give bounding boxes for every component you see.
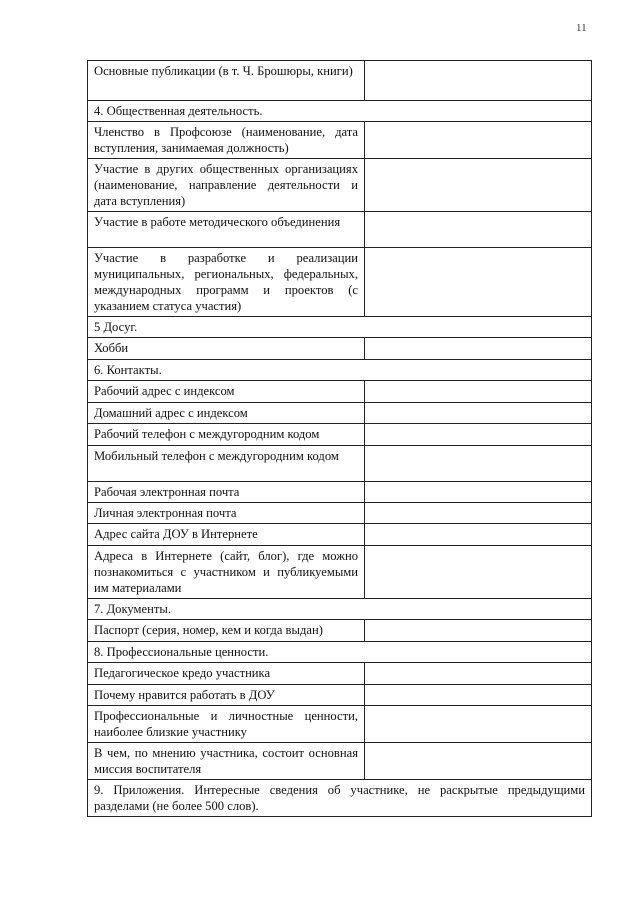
field-label: Личная электронная почта xyxy=(88,503,365,524)
section-heading: 6. Контакты. xyxy=(88,360,592,381)
field-label: Участие в разработке и реализации муниципальных, региональных, федеральных, международных программ и проектов (с указанием статуса участия) xyxy=(88,248,365,317)
section-row xyxy=(88,642,592,663)
field-value-cell[interactable] xyxy=(365,424,592,446)
field-value-cell[interactable] xyxy=(365,620,592,642)
field-label: Почему нравится работать в ДОУ xyxy=(88,685,365,706)
field-value-cell[interactable] xyxy=(365,482,592,503)
field-row xyxy=(88,122,592,159)
field-row xyxy=(88,706,592,743)
section-row xyxy=(88,599,592,620)
field-row xyxy=(88,685,592,706)
section-heading: 5 Досуг. xyxy=(88,317,592,338)
field-label: Педагогическое кредо участника xyxy=(88,663,365,685)
field-value-cell[interactable] xyxy=(365,546,592,599)
field-row xyxy=(88,524,592,546)
field-label: Членство в Профсоюзе (наименование, дата вступления, занимаемая должность) xyxy=(88,122,365,159)
field-row xyxy=(88,446,592,482)
field-row xyxy=(88,424,592,446)
section-heading: 8. Профессиональные ценности. xyxy=(88,642,592,663)
section-heading: 9. Приложения. Интересные сведения об участнике, не раскрытые предыдущими разделами (не более 500 слов). xyxy=(88,780,592,817)
field-label: Мобильный телефон с междугородним кодом xyxy=(88,446,365,482)
field-value-cell[interactable] xyxy=(365,381,592,403)
field-row xyxy=(88,743,592,780)
field-label: Рабочий адрес с индексом xyxy=(88,381,365,403)
questionnaire-table xyxy=(87,60,592,817)
field-label: В чем, по мнению участника, состоит основная миссия воспитателя xyxy=(88,743,365,780)
field-value-cell[interactable] xyxy=(365,503,592,524)
section-row xyxy=(88,780,592,817)
field-label: Рабочий телефон с междугородним кодом xyxy=(88,424,365,446)
field-label: Паспорт (серия, номер, кем и когда выдан) xyxy=(88,620,365,642)
field-label: Адреса в Интернете (сайт, блог), где можно познакомиться с участником и публикуемыми им материалами xyxy=(88,546,365,599)
field-label: Домашний адрес с индексом xyxy=(88,403,365,424)
field-value-cell[interactable] xyxy=(365,122,592,159)
field-label: Основные публикации (в т. Ч. Брошюры, книги) xyxy=(88,61,365,101)
field-value-cell[interactable] xyxy=(365,663,592,685)
field-row xyxy=(88,503,592,524)
field-value-cell[interactable] xyxy=(365,524,592,546)
field-row xyxy=(88,403,592,424)
field-value-cell[interactable] xyxy=(365,338,592,360)
questionnaire-body xyxy=(88,61,592,817)
field-row xyxy=(88,338,592,360)
field-row xyxy=(88,61,592,101)
field-label: Профессиональные и личностные ценности, наиболее близкие участнику xyxy=(88,706,365,743)
field-value-cell[interactable] xyxy=(365,685,592,706)
field-label: Участие в работе методического объединения xyxy=(88,212,365,248)
section-row xyxy=(88,317,592,338)
field-label: Хобби xyxy=(88,338,365,360)
field-value-cell[interactable] xyxy=(365,446,592,482)
field-value-cell[interactable] xyxy=(365,403,592,424)
field-row xyxy=(88,620,592,642)
field-row xyxy=(88,482,592,503)
field-value-cell[interactable] xyxy=(365,706,592,743)
field-label: Участие в других общественных организациях (наименование, направление деятельности и дата вступления) xyxy=(88,159,365,212)
field-row xyxy=(88,546,592,599)
section-row xyxy=(88,360,592,381)
field-row xyxy=(88,381,592,403)
field-value-cell[interactable] xyxy=(365,212,592,248)
field-row xyxy=(88,159,592,212)
field-label: Рабочая электронная почта xyxy=(88,482,365,503)
field-value-cell[interactable] xyxy=(365,159,592,212)
field-row xyxy=(88,212,592,248)
section-row xyxy=(88,101,592,122)
field-value-cell[interactable] xyxy=(365,248,592,317)
page-number: 11 xyxy=(576,22,587,34)
field-row xyxy=(88,248,592,317)
field-row xyxy=(88,663,592,685)
section-heading: 4. Общественная деятельность. xyxy=(88,101,592,122)
field-value-cell[interactable] xyxy=(365,61,592,101)
field-value-cell[interactable] xyxy=(365,743,592,780)
section-heading: 7. Документы. xyxy=(88,599,592,620)
field-label: Адрес сайта ДОУ в Интернете xyxy=(88,524,365,546)
